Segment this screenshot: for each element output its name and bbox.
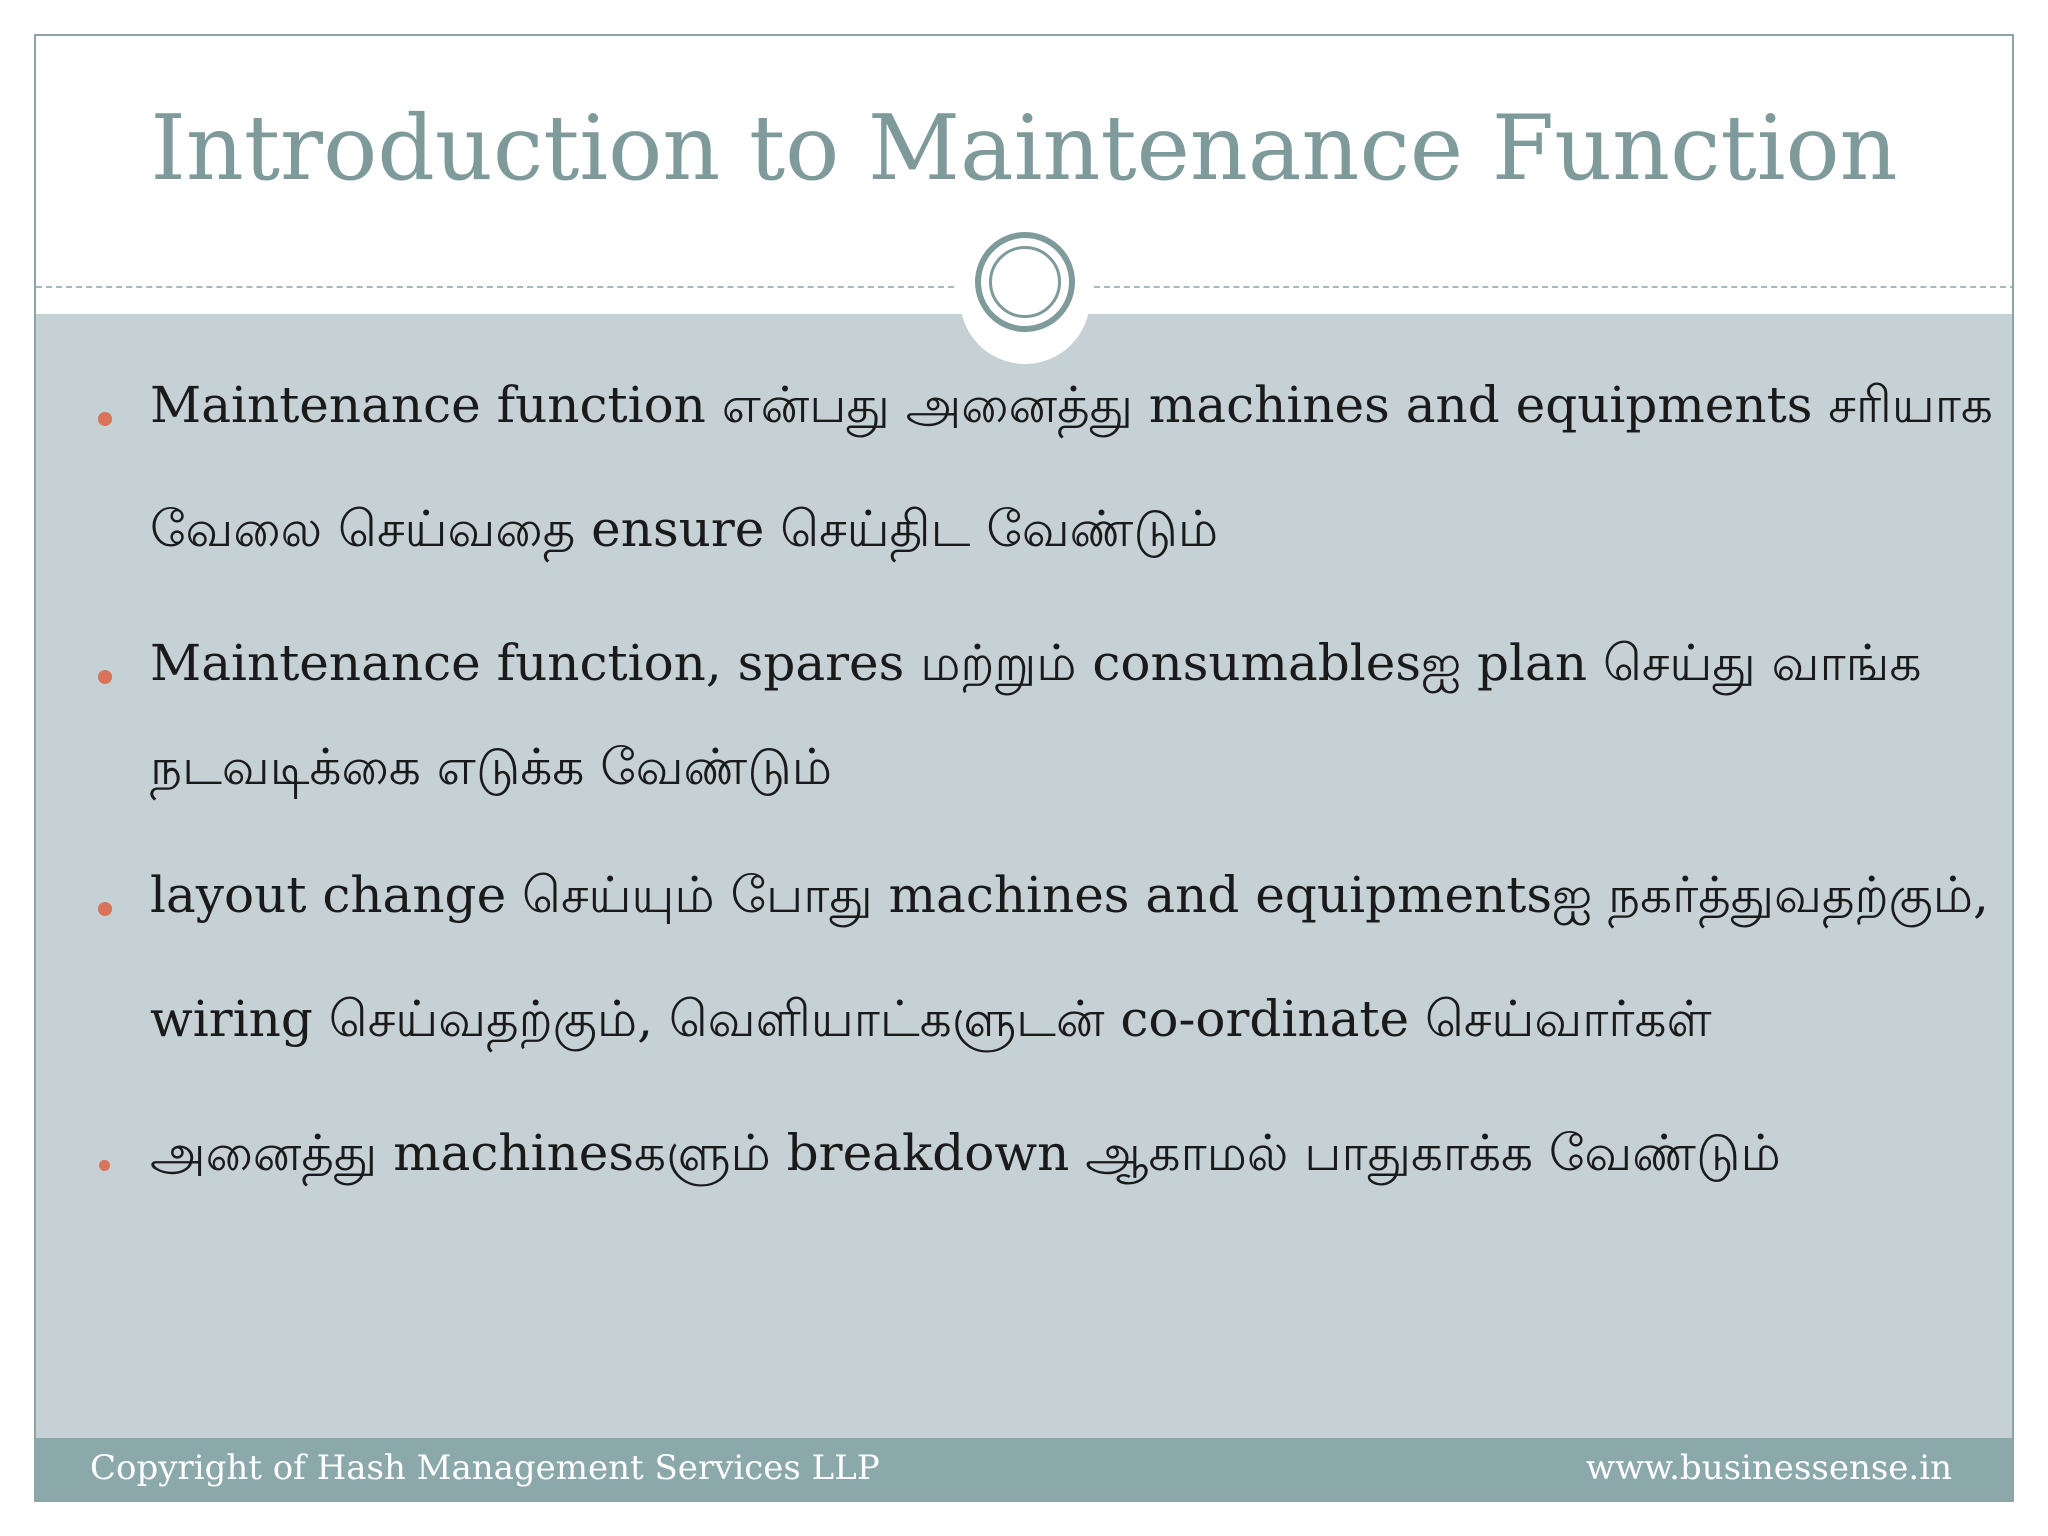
footer-copyright: Copyright of Hash Management Services LLP — [90, 1448, 880, 1488]
footer — [36, 1438, 2012, 1502]
bullet-line: Maintenance function என்பது அனைத்து machines and equipments சரியாக — [150, 376, 1993, 434]
bullet-dot-icon — [98, 670, 112, 684]
slide-title: Introduction to Maintenance Function — [150, 96, 1898, 201]
bullet-item — [150, 866, 1989, 1055]
bullet-line: layout change செய்யும் போது machines and equipmentsஐ நகர்த்துவதற்கும், — [150, 866, 1989, 924]
bullet-line: நடவடிக்கை எடுக்க வேண்டும் — [150, 738, 833, 796]
bullet-line: Maintenance function, spares மற்றும் consumablesஐ plan செய்து வாங்க — [150, 634, 1922, 692]
bullet-dot-icon — [98, 902, 112, 916]
footer-website: www.businessense.in — [1585, 1448, 1952, 1488]
bullet-list — [36, 314, 2012, 1472]
bullet-item — [150, 376, 1993, 565]
bullet-item — [150, 634, 1950, 803]
title-divider-left — [36, 286, 954, 288]
bullet-line: அனைத்து machinesகளும் breakdown ஆகாமல் பாதுகாக்க வேண்டும் — [150, 1124, 1781, 1182]
bullet-line: wiring செய்வதற்கும், வெளியாட்களுடன் co-ordinate செய்வார்கள் — [150, 990, 1712, 1048]
bullet-dot-icon — [99, 1160, 110, 1171]
bullet-item — [150, 1124, 1950, 1189]
slide — [34, 34, 2014, 1502]
bullet-dot-icon — [98, 412, 112, 426]
title-divider-right — [1094, 286, 2014, 288]
divider-circle-inner-ring — [989, 246, 1061, 318]
divider-circle-icon — [975, 232, 1075, 332]
content-area — [36, 314, 2012, 1472]
bullet-line: வேலை செய்வதை ensure செய்திட வேண்டும் — [150, 500, 1219, 558]
